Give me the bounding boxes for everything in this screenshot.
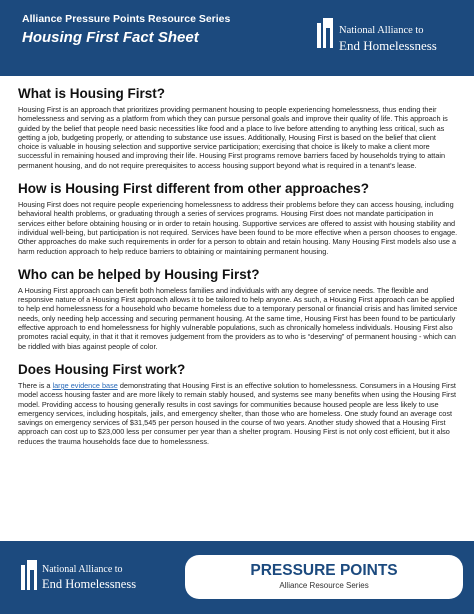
alliance-logo[interactable] <box>316 16 466 62</box>
header-banner <box>0 0 474 76</box>
section-does-it-work <box>18 362 458 446</box>
page-title: Housing First Fact Sheet <box>22 29 199 46</box>
pressure-points-badge <box>185 555 463 599</box>
section-heading: What is Housing First? <box>18 86 165 101</box>
section-heading: How is Housing First different from other approaches? <box>18 181 370 197</box>
pressure-points-subtitle: Alliance Resource Series <box>279 581 369 590</box>
footer-logo-text-line1: National Alliance to <box>42 564 123 575</box>
body-text-after: demonstrating that Housing First is an effective solution to homelessness. Consumers in a Housing First model access housing faster and are more likely to remain stably housed, and systems see many benefits when using the Housing First model. Providing access to housing generally results in cost savings for communities because housed people are less likely to use emergency services, including hospitals, jails, and emergency shelter, than those who are homeless. One study found an average cost savings on emergency services of $31,545 per person housed in the course of two years. Another study showed that a Housing First approach can cost up to $23,000 less per consumer per year than a shelter program. Housing First is not only cost efficient, but it also reduces the trauma households face due to homelessness. <box>18 380 457 446</box>
main-content <box>18 86 458 457</box>
section-body: Housing First is an approach that prioritizes providing permanent housing to people experiencing homelessness, thus ending their homelessness and serving as a platform from which they can pursue personal goals and improve their quality of life. This approach is guided by the belief that people need basic necessities like food and a place to live before attending to anything less critical, such as getting a job, budgeting properly, or attending to substance use issues. Additionally, Housing First is based on the belief that client choice is valuable in housing selection and supportive service participation; exercising that choice is likely to make a client more successful in remaining housed and improving their life. Housing First programs remove barriers faced by households trying to attain permanent housing, and do not require prerequisites to access housing support beyond what is required in a tenant’s lease. <box>18 105 448 170</box>
section-heading: Who can be helped by Housing First? <box>18 266 260 282</box>
series-label: Alliance Pressure Points Resource Series <box>22 13 231 25</box>
logo-text-line2: End Homelessness <box>339 38 437 53</box>
logo-text-line1: National Alliance to <box>339 25 424 36</box>
section-what-is <box>18 86 458 170</box>
pressure-points-title: PRESSURE POINTS <box>250 562 398 579</box>
section-who-helped <box>18 267 458 351</box>
evidence-base-link[interactable]: large evidence base <box>52 380 118 390</box>
footer-banner <box>0 541 474 614</box>
footer-alliance-logo[interactable] <box>20 559 180 599</box>
house-logo-icon <box>20 559 38 591</box>
section-body: A Housing First approach can benefit both homeless families and individuals with any degree of service needs. The flexible and responsive nature of a Housing First approach allows it to be tailored to help anyone. As such, a Housing First approach can be applied to help end homelessness for a household who became homeless due to a temporary personal or financial crisis and has limited service needs, only needing help accessing and securing permanent housing. At the same time, Housing First has been found to be particularly effective approach to end homelessness for highly vulnerable populations, such as chronically homeless individuals. Housing First also promotes racial equity, in that it that it removes judgement from the providers as to who is “deserving” of permanent housing - which can be riddled with bias against people of color. <box>18 285 458 351</box>
footer-logo-text-line2: End Homelessness <box>42 577 137 591</box>
section-body: Housing First does not require people experiencing homelessness to address their problems before they can access housing, including behavioral health problems, or graduating through a series of services programs. Housing First does not mandate participation in services either before obtaining housing or in order to retain housing. Supportive services are offered to assist with housing stability and individual well-being, but participation is not required. Services have been found to be more effective when a person chooses to engage. Other approaches do make such requirements in order for a person to obtain and retain housing. Many Housing First models also use a harm reduction approach to help reduce barriers to obtaining or maintaining permanent housing. <box>18 200 458 256</box>
section-how-different <box>18 181 458 256</box>
section-body <box>18 381 458 446</box>
house-logo-icon <box>316 18 334 48</box>
section-heading: Does Housing First work? <box>18 361 186 377</box>
body-text-before: There is a <box>18 380 53 390</box>
